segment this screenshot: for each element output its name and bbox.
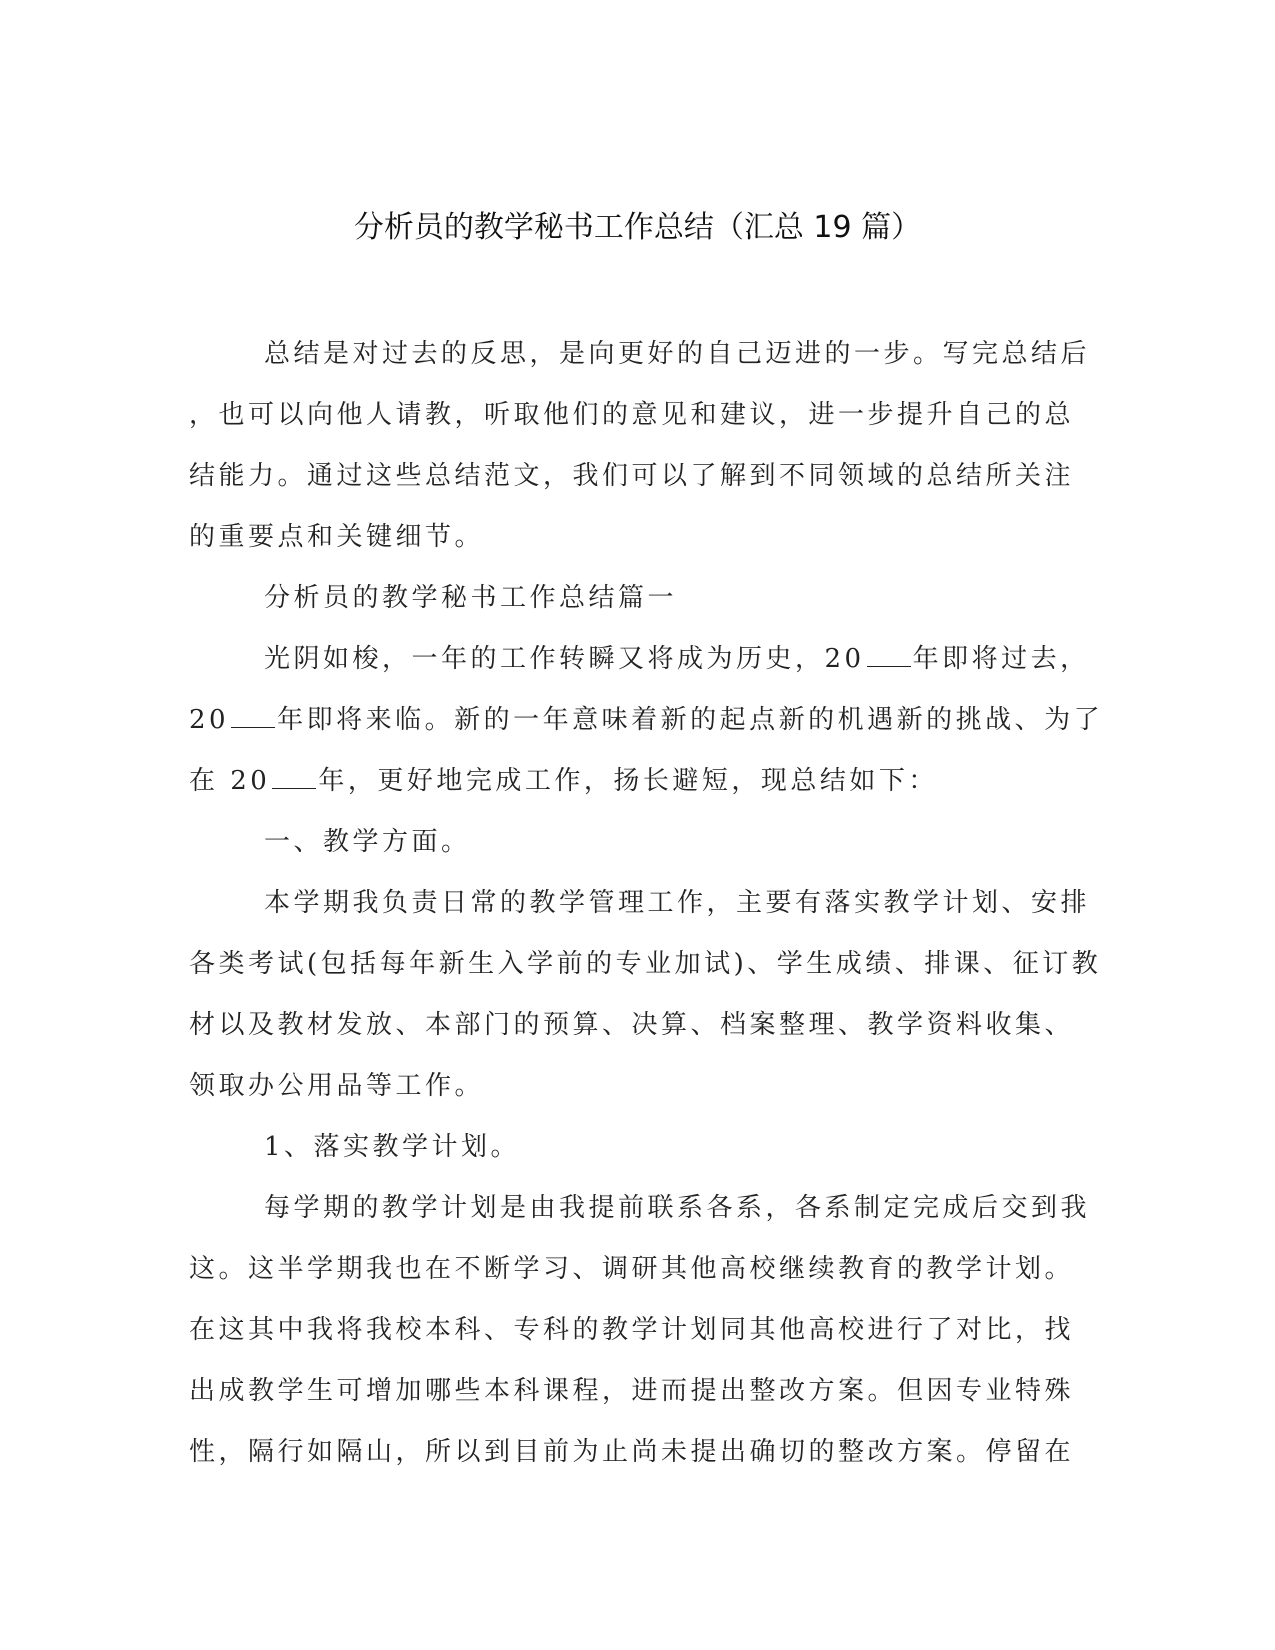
section-heading: 1、落实教学计划。	[264, 1132, 521, 1162]
paragraph-line: 出成教学生可增加哪些本科课程，进而提出整改方案。但因专业特殊	[189, 1376, 1075, 1406]
paragraph-line	[189, 690, 1104, 751]
paragraph-line: 结能力。通过这些总结范文，我们可以了解到不同领域的总结所关注	[189, 461, 1075, 491]
fill-blank	[272, 758, 316, 789]
paragraph-line: 每学期的教学计划是由我提前联系各系，各系制定完成后交到我	[264, 1193, 1091, 1223]
paragraph-line: 材以及教材发放、本部门的预算、决算、档案整理、教学资料收集、	[189, 1010, 1075, 1040]
paragraph-line	[189, 751, 1084, 812]
text-segment: 20	[189, 705, 230, 735]
paragraph-line: 这。这半学期我也在不断学习、调研其他高校继续教育的教学计划。	[189, 1254, 1075, 1284]
paragraph-line: 领取办公用品等工作。	[189, 1071, 485, 1101]
text-segment: 年，更好地完成工作，扬长避短，现总结如下：	[318, 766, 938, 796]
section-heading: 一、教学方面。	[264, 827, 471, 857]
paragraph-line: 在这其中我将我校本科、专科的教学计划同其他高校进行了对比，找	[189, 1315, 1075, 1345]
paragraph-line: ，也可以向他人请教，听取他们的意见和建议，进一步提升自己的总	[189, 400, 1075, 430]
text-segment: 年即将来临。新的一年意味着新的起点新的机遇新的挑战、为了	[277, 705, 1104, 735]
paragraph-line: 各类考试(包括每年新生入学前的专业加试)、学生成绩、排课、征订教	[189, 949, 1102, 979]
document-title: 分析员的教学秘书工作总结（汇总 19 篇）	[353, 210, 922, 245]
text-segment: 光阴如梭，一年的工作转瞬又将成为历史，20	[264, 644, 865, 674]
paragraph-line: 总结是对过去的反思，是向更好的自己迈进的一步。写完总结后	[264, 339, 1091, 369]
paragraph-line: 本学期我负责日常的教学管理工作，主要有落实教学计划、安排	[264, 888, 1091, 918]
section-heading: 分析员的教学秘书工作总结篇一	[264, 583, 678, 613]
text-segment: 年即将过去，	[912, 644, 1090, 674]
fill-blank	[231, 697, 275, 728]
text-segment: 在 20	[189, 766, 271, 796]
paragraph-line: 性，隔行如隔山，所以到目前为止尚未提出确切的整改方案。停留在	[189, 1437, 1075, 1467]
paragraph-line: 的重要点和关键细节。	[189, 522, 485, 552]
paragraph-line	[189, 629, 1090, 690]
document-body	[189, 324, 1104, 1483]
fill-blank	[867, 636, 911, 667]
